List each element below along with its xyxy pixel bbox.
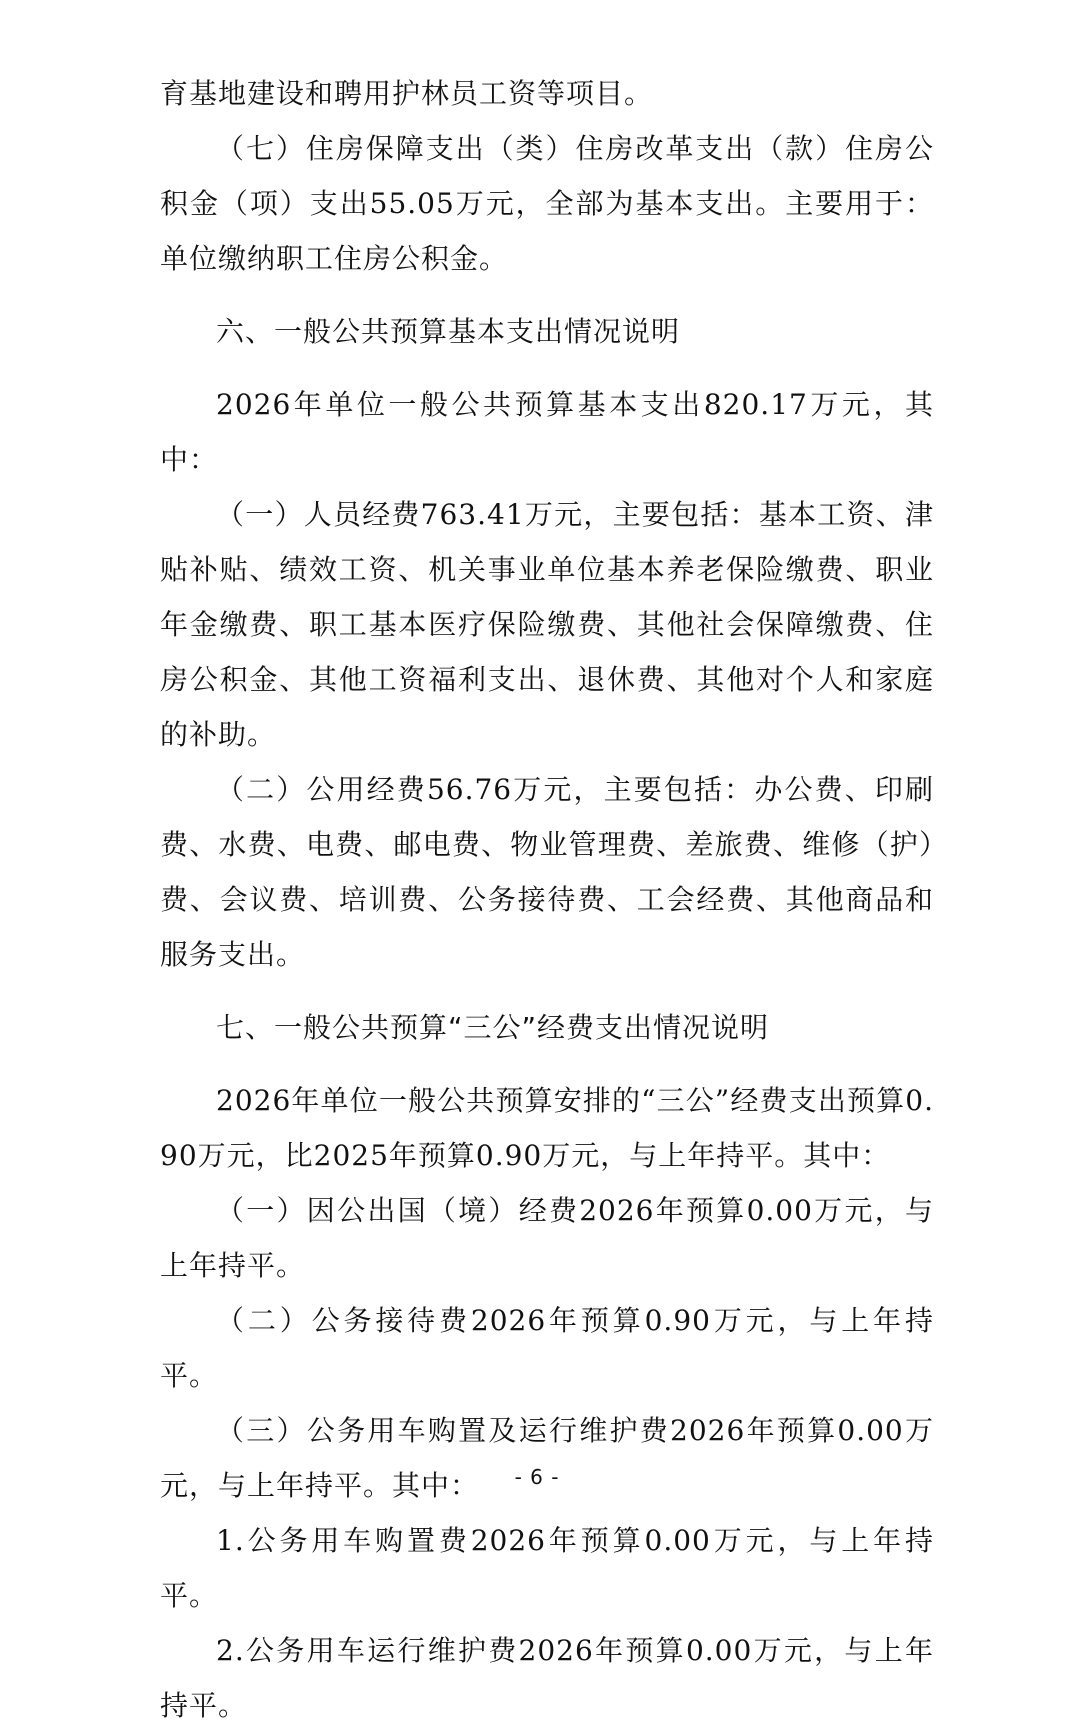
paragraph-continuation: 育基地建设和聘用护林员工资等项目。 bbox=[160, 77, 654, 110]
paragraph-vehicle-purchase: 1.公务用车购置费2026年预算0.00万元，与上年持平。 bbox=[160, 1524, 934, 1612]
paragraph-housing-expenditure: （七）住房保障支出（类）住房改革支出（款）住房公积金（项）支出55.05万元，全部为基本支出。主要用于：单位缴纳职工住房公积金。 bbox=[160, 132, 934, 275]
paragraph-overseas-travel: （一）因公出国（境）经费2026年预算0.00万元，与上年持平。 bbox=[160, 1194, 934, 1282]
paragraph-official-vehicles: （三）公务用车购置及运行维护费2026年预算0.00万元，与上年持平。其中： bbox=[160, 1414, 934, 1502]
paragraph-public-expenses: （二）公用经费56.76万元，主要包括：办公费、印刷费、水费、电费、邮电费、物业管理费、差旅费、维修（护）费、会议费、培训费、公务接待费、工会经费、其他商品和服务支出。 bbox=[160, 773, 934, 971]
paragraph-basic-expenditure-total: 2026年单位一般公共预算基本支出820.17万元，其中： bbox=[160, 388, 934, 476]
paragraph-personnel-expenses: （一）人员经费763.41万元，主要包括：基本工资、津贴补贴、绩效工资、机关事业单位基本养老保险缴费、职业年金缴费、职工基本医疗保险缴费、其他社会保障缴费、住房公积金、其他工资福利支出、退休费、其他对个人和家庭的补助。 bbox=[160, 498, 934, 751]
page-number: - 6 - bbox=[514, 1465, 560, 1489]
paragraph-official-reception: （二）公务接待费2026年预算0.90万元，与上年持平。 bbox=[160, 1304, 934, 1392]
paragraph-three-public-total: 2026年单位一般公共预算安排的“三公”经费支出预算0.90万元，比2025年预算0.90万元，与上年持平。其中： bbox=[160, 1084, 934, 1172]
paragraph-vehicle-maintenance: 2.公务用车运行维护费2026年预算0.00万元，与上年持平。 bbox=[160, 1634, 934, 1722]
section-heading-basic-expenditure: 六、一般公共预算基本支出情况说明 bbox=[216, 315, 681, 348]
section-heading-three-public-expenses: 七、一般公共预算“三公”经费支出情况说明 bbox=[216, 1011, 770, 1044]
